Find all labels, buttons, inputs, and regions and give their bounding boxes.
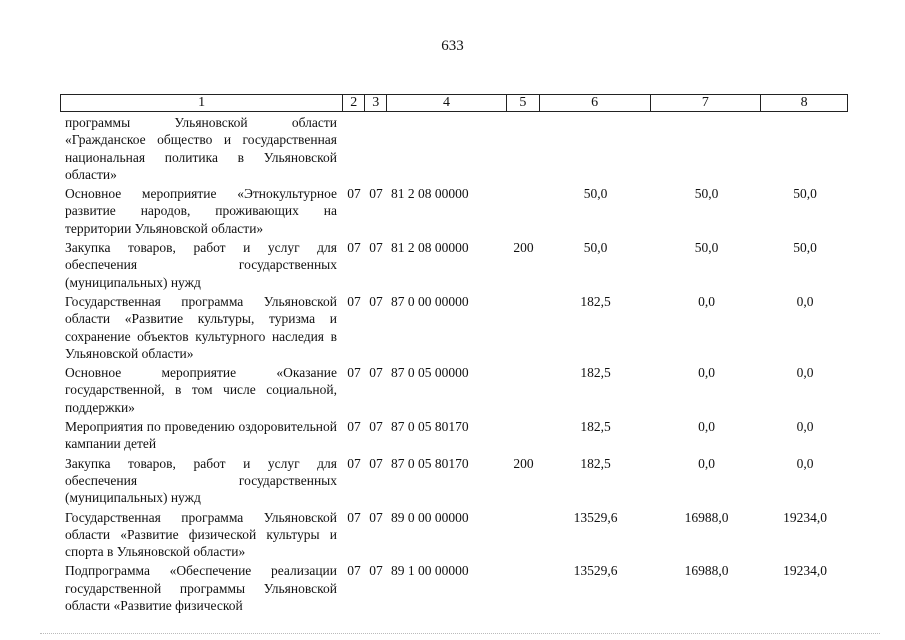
table-row (60, 114, 848, 183)
table-cell-col-5 (507, 562, 540, 614)
table-cell-col-4: 81 2 08 00000 (391, 186, 469, 202)
table-cell-col-7: 16988,0 (684, 509, 729, 525)
table-cell-col-5 (507, 509, 540, 561)
table-row (60, 418, 848, 453)
table-cell-col-7: 0,0 (698, 419, 715, 435)
table-cell-col-1: программы Ульяновской области «Гражданское общество и государственная национальная политика в Ульяновской области» (65, 115, 337, 182)
table-cell-col-6: 13529,6 (573, 509, 618, 525)
table-cell-col-2: 07 (347, 186, 361, 202)
table-cell-col-6: 13529,6 (573, 563, 618, 579)
table-cell-col-6 (540, 114, 651, 183)
table-cell-col-3: 07 (369, 563, 383, 579)
table-cell-col-1: Государственная программа Ульяновской области «Развитие культуры, туризма и сохранение объектов культурного наследия в Ульяновской области» (65, 293, 337, 361)
table-cell-col-6: 182,5 (580, 293, 611, 309)
page-number: 633 (441, 38, 464, 54)
page-bottom-edge (40, 632, 880, 634)
table-cell-col-4 (387, 114, 507, 183)
table-header-row (60, 94, 848, 112)
table-cell-col-3: 07 (369, 186, 383, 202)
table-cell-col-4: 87 0 00 00000 (391, 293, 469, 309)
table-cell-col-1: Основное мероприятие «Оказание государственной, в том числе социальной, поддержки» (65, 365, 337, 415)
header-col-7: 7 (651, 95, 762, 111)
table-cell-col-5 (507, 293, 540, 362)
table-cell-col-7: 0,0 (698, 455, 715, 471)
table-cell-col-8: 0,0 (796, 293, 814, 309)
table-cell-col-1: Закупка товаров, работ и услуг для обеспечения государственных (муниципальных) нужд (65, 240, 337, 290)
table-cell-col-5: 200 (513, 240, 534, 256)
table-cell-col-3: 07 (369, 419, 383, 435)
table-cell-col-3: 07 (369, 509, 383, 525)
table-cell-col-7 (651, 114, 762, 183)
table-cell-col-2: 07 (347, 563, 361, 579)
table-cell-col-8: 0,0 (796, 419, 814, 435)
table-cell-col-4: 87 0 05 80170 (391, 455, 469, 471)
table-cell-col-4: 87 0 05 80170 (391, 419, 469, 435)
table-cell-col-4: 89 0 00 00000 (391, 509, 469, 525)
table-cell-col-2: 07 (347, 365, 361, 381)
header-col-1: 1 (61, 95, 343, 111)
table-cell-col-6: 182,5 (580, 365, 611, 381)
header-col-5: 5 (507, 95, 540, 111)
table-cell-col-5 (507, 185, 540, 237)
table-cell-col-8: 19234,0 (783, 563, 827, 579)
table-cell-col-8: 0,0 (796, 365, 814, 381)
table-cell-col-8: 50,0 (793, 186, 817, 202)
table-cell-col-4: 87 0 05 00000 (391, 365, 469, 381)
table-cell-col-2: 07 (347, 455, 361, 471)
table-row (60, 509, 848, 561)
table-cell-col-3: 07 (369, 293, 383, 309)
budget-table (60, 94, 848, 616)
table-cell-col-6: 182,5 (580, 419, 611, 435)
table-cell-col-1: Закупка товаров, работ и услуг для обеспечения государственных (муниципальных) нужд (65, 455, 337, 506)
table-cell-col-8 (762, 114, 848, 183)
table-cell-col-7: 16988,0 (684, 563, 729, 579)
table-cell-col-3: 07 (369, 365, 383, 381)
table-cell-col-4: 81 2 08 00000 (391, 240, 469, 256)
table-row (60, 455, 848, 507)
table-cell-col-2: 07 (347, 509, 361, 525)
table-cell-col-8: 19234,0 (783, 509, 827, 525)
table-cell-col-4: 89 1 00 00000 (391, 563, 469, 579)
table-body (60, 114, 848, 616)
table-cell-col-2: 07 (347, 419, 361, 435)
header-col-3: 3 (365, 95, 387, 111)
table-row (60, 364, 848, 416)
table-cell-col-6: 182,5 (580, 455, 611, 471)
table-row (60, 239, 848, 291)
table-cell-col-2: 07 (347, 240, 361, 256)
table-cell-col-8: 50,0 (793, 240, 817, 256)
table-cell-col-2 (343, 114, 365, 183)
table-cell-col-3: 07 (369, 455, 383, 471)
header-col-2: 2 (343, 95, 365, 111)
table-cell-col-8: 0,0 (796, 455, 814, 471)
table-cell-col-7: 50,0 (694, 186, 719, 202)
table-cell-col-5: 200 (513, 455, 534, 471)
table-cell-col-7: 0,0 (698, 293, 715, 309)
table-cell-col-2: 07 (347, 293, 361, 309)
table-row (60, 562, 848, 614)
table-cell-col-5 (507, 114, 540, 183)
table-cell-col-6: 50,0 (583, 186, 608, 202)
row-spacer (60, 614, 848, 616)
table-row (60, 293, 848, 362)
table-cell-col-5 (507, 364, 540, 416)
table-cell-col-1: Государственная программа Ульяновской области «Развитие физической культуры и спорта в Ульяновской области» (65, 509, 337, 560)
table-cell-col-1: Подпрограмма «Обеспечение реализации государственной программы Ульяновской области «Развитие физической (65, 563, 337, 614)
table-cell-col-6: 50,0 (583, 240, 608, 256)
header-col-4: 4 (387, 95, 507, 111)
table-cell-col-3: 07 (369, 240, 383, 256)
table-cell-col-1: Мероприятия по проведению оздоровительной кампании детей (65, 419, 337, 452)
table-cell-col-7: 50,0 (694, 240, 719, 256)
header-col-6: 6 (540, 95, 651, 111)
table-cell-col-7: 0,0 (698, 365, 715, 381)
table-cell-col-3 (365, 114, 387, 183)
table-cell-col-5 (507, 418, 540, 453)
header-col-8: 8 (800, 95, 808, 110)
table-cell-col-1: Основное мероприятие «Этнокультурное развитие народов, проживающих на территории Ульяновской области» (65, 186, 337, 236)
table-row (60, 185, 848, 237)
